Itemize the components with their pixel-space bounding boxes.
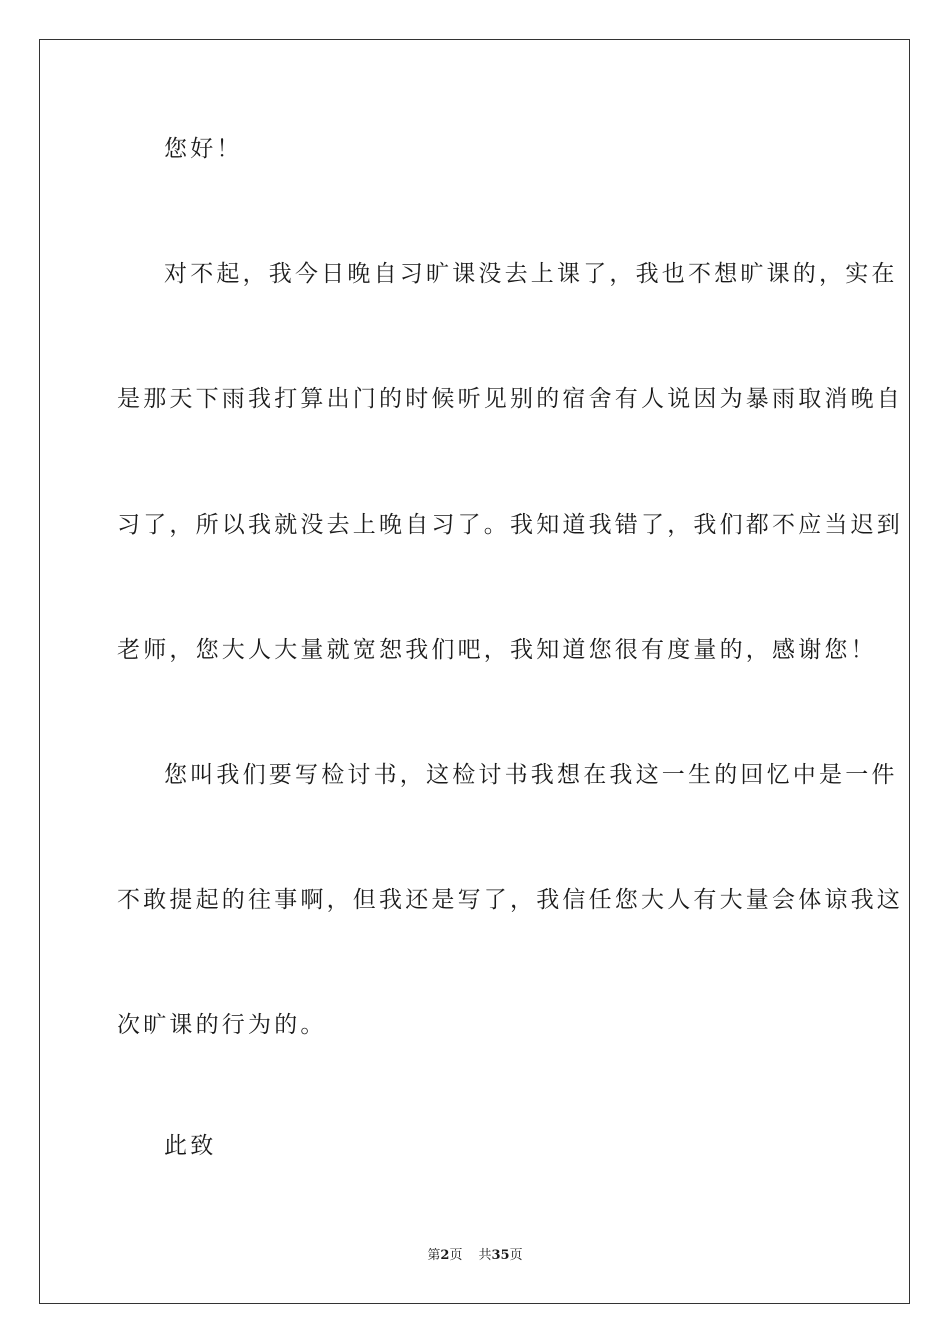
paragraph-line: 次旷课的行为的。 xyxy=(117,1012,327,1038)
total-suffix: 页 xyxy=(509,1248,523,1263)
paragraph-line: 是那天下雨我打算出门的时候听见别的宿舍有人说因为暴雨取消晚自 xyxy=(117,386,903,412)
page-prefix: 第 xyxy=(427,1248,441,1263)
page-total: 35 xyxy=(491,1248,510,1263)
page-footer xyxy=(0,1247,950,1265)
closing: 此致 xyxy=(164,1133,217,1159)
paragraph-line: 对不起，我今日晚自习旷课没去上课了，我也不想旷课的，实在 xyxy=(164,261,898,287)
paragraph-line: 老师，您大人大量就宽恕我们吧，我知道您很有度量的，感谢您！ xyxy=(117,637,877,663)
paragraph-line: 您叫我们要写检讨书，这检讨书我想在我这一生的回忆中是一件 xyxy=(164,762,898,788)
page-suffix: 页 xyxy=(449,1248,463,1263)
total-prefix: 共 xyxy=(478,1248,492,1263)
paragraph-line: 习了，所以我就没去上晚自习了。我知道我错了，我们都不应当迟到 xyxy=(117,512,903,538)
page-current: 2 xyxy=(440,1248,450,1263)
paragraph-line: 不敢提起的往事啊，但我还是写了，我信任您大人有大量会体谅我这 xyxy=(117,887,903,913)
page-frame xyxy=(39,39,910,1304)
greeting: 您好！ xyxy=(164,136,243,162)
